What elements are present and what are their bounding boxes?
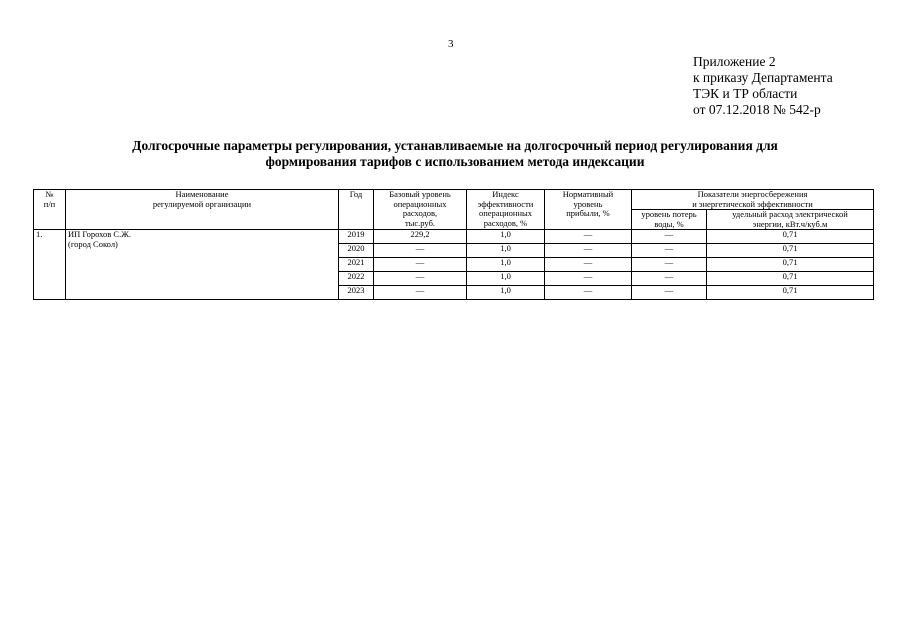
header-text: Базовый уровень [389, 189, 451, 199]
header-text: тыс.руб. [404, 217, 436, 228]
water-loss-cell: — [632, 272, 707, 286]
appendix-line: от 07.12.2018 № 542-р [693, 102, 821, 117]
header-text: и энергетической эффективности [692, 198, 813, 209]
header-number [34, 190, 66, 230]
base-level-cell: — [374, 272, 467, 286]
water-loss-cell: — [632, 244, 707, 258]
header-text: операционных [478, 208, 532, 218]
header-organization [66, 190, 339, 230]
parameters-table [33, 189, 874, 300]
profit-level-cell: — [545, 244, 632, 258]
header-text: уровень [573, 198, 603, 209]
row-number: 1. [34, 230, 66, 300]
water-loss-cell: — [632, 286, 707, 300]
year-cell: 2020 [339, 244, 374, 258]
organization-text: (город Сокол) [68, 238, 118, 249]
year-cell: 2019 [339, 230, 374, 244]
header-text: Наименование [175, 189, 229, 199]
header-text: Нормативный [562, 189, 614, 199]
header-electricity-consumption [707, 210, 874, 230]
efficiency-index-cell: 1,0 [467, 286, 545, 300]
title-line: Долгосрочные параметры регулирования, устанавливаемые на долгосрочный период регулирования для [132, 138, 778, 153]
electricity-consumption-cell: 0,71 [707, 272, 874, 286]
efficiency-index-cell: 1,0 [467, 230, 545, 244]
efficiency-index-cell: 1,0 [467, 272, 545, 286]
efficiency-index-cell: 1,0 [467, 258, 545, 272]
year-cell: 2023 [339, 286, 374, 300]
header-profit-level [545, 190, 632, 230]
header-efficiency-index [467, 190, 545, 230]
organization-name [66, 230, 339, 300]
header-text: операционных [393, 198, 447, 209]
base-level-cell: — [374, 244, 467, 258]
appendix-line: Приложение 2 [693, 54, 776, 69]
header-base-level [374, 190, 467, 230]
page-number: 3 [448, 38, 454, 50]
header-text: уровень потерь [641, 209, 697, 219]
organization-text: ИП Горохов С.Ж. [68, 229, 131, 239]
header-text: № [45, 189, 54, 199]
profit-level-cell: — [545, 230, 632, 244]
year-cell: 2021 [339, 258, 374, 272]
header-text: воды, % [654, 218, 684, 229]
water-loss-cell: — [632, 258, 707, 272]
appendix-line: к приказу Департамента [693, 70, 833, 85]
base-level-cell: — [374, 258, 467, 272]
table-row [34, 230, 874, 244]
electricity-consumption-cell: 0,71 [707, 244, 874, 258]
water-loss-cell: — [632, 230, 707, 244]
electricity-consumption-cell: 0,71 [707, 258, 874, 272]
header-year [339, 190, 374, 230]
electricity-consumption-cell: 0,71 [707, 286, 874, 300]
profit-level-cell: — [545, 272, 632, 286]
header-text: расходов, % [483, 217, 528, 228]
header-text: расходов, [402, 208, 438, 218]
appendix-block [693, 54, 833, 118]
base-level-cell: — [374, 286, 467, 300]
header-text: удельный расход электрической [732, 209, 848, 219]
header-text: Индекс [492, 189, 519, 199]
header-text: Год [349, 189, 363, 199]
header-row [34, 190, 874, 210]
header-text: п/п [43, 198, 56, 209]
header-text: Показатели энергосбережения [697, 189, 808, 199]
header-text: регулируемой организации [152, 198, 252, 209]
document-title [40, 138, 870, 170]
profit-level-cell: — [545, 258, 632, 272]
efficiency-index-cell: 1,0 [467, 244, 545, 258]
profit-level-cell: — [545, 286, 632, 300]
header-text: энергии, кВт.ч/куб.м [752, 218, 828, 229]
header-text: эффективности [477, 198, 534, 209]
header-energy-indicators [632, 190, 874, 210]
header-water-loss [632, 210, 707, 230]
base-level-cell: 229,2 [374, 230, 467, 244]
year-cell: 2022 [339, 272, 374, 286]
header-text: прибыли, % [566, 208, 610, 218]
title-line: формирования тарифов с использованием метода индексации [265, 154, 645, 169]
electricity-consumption-cell: 0,71 [707, 230, 874, 244]
appendix-line: ТЭК и ТР области [693, 86, 798, 101]
